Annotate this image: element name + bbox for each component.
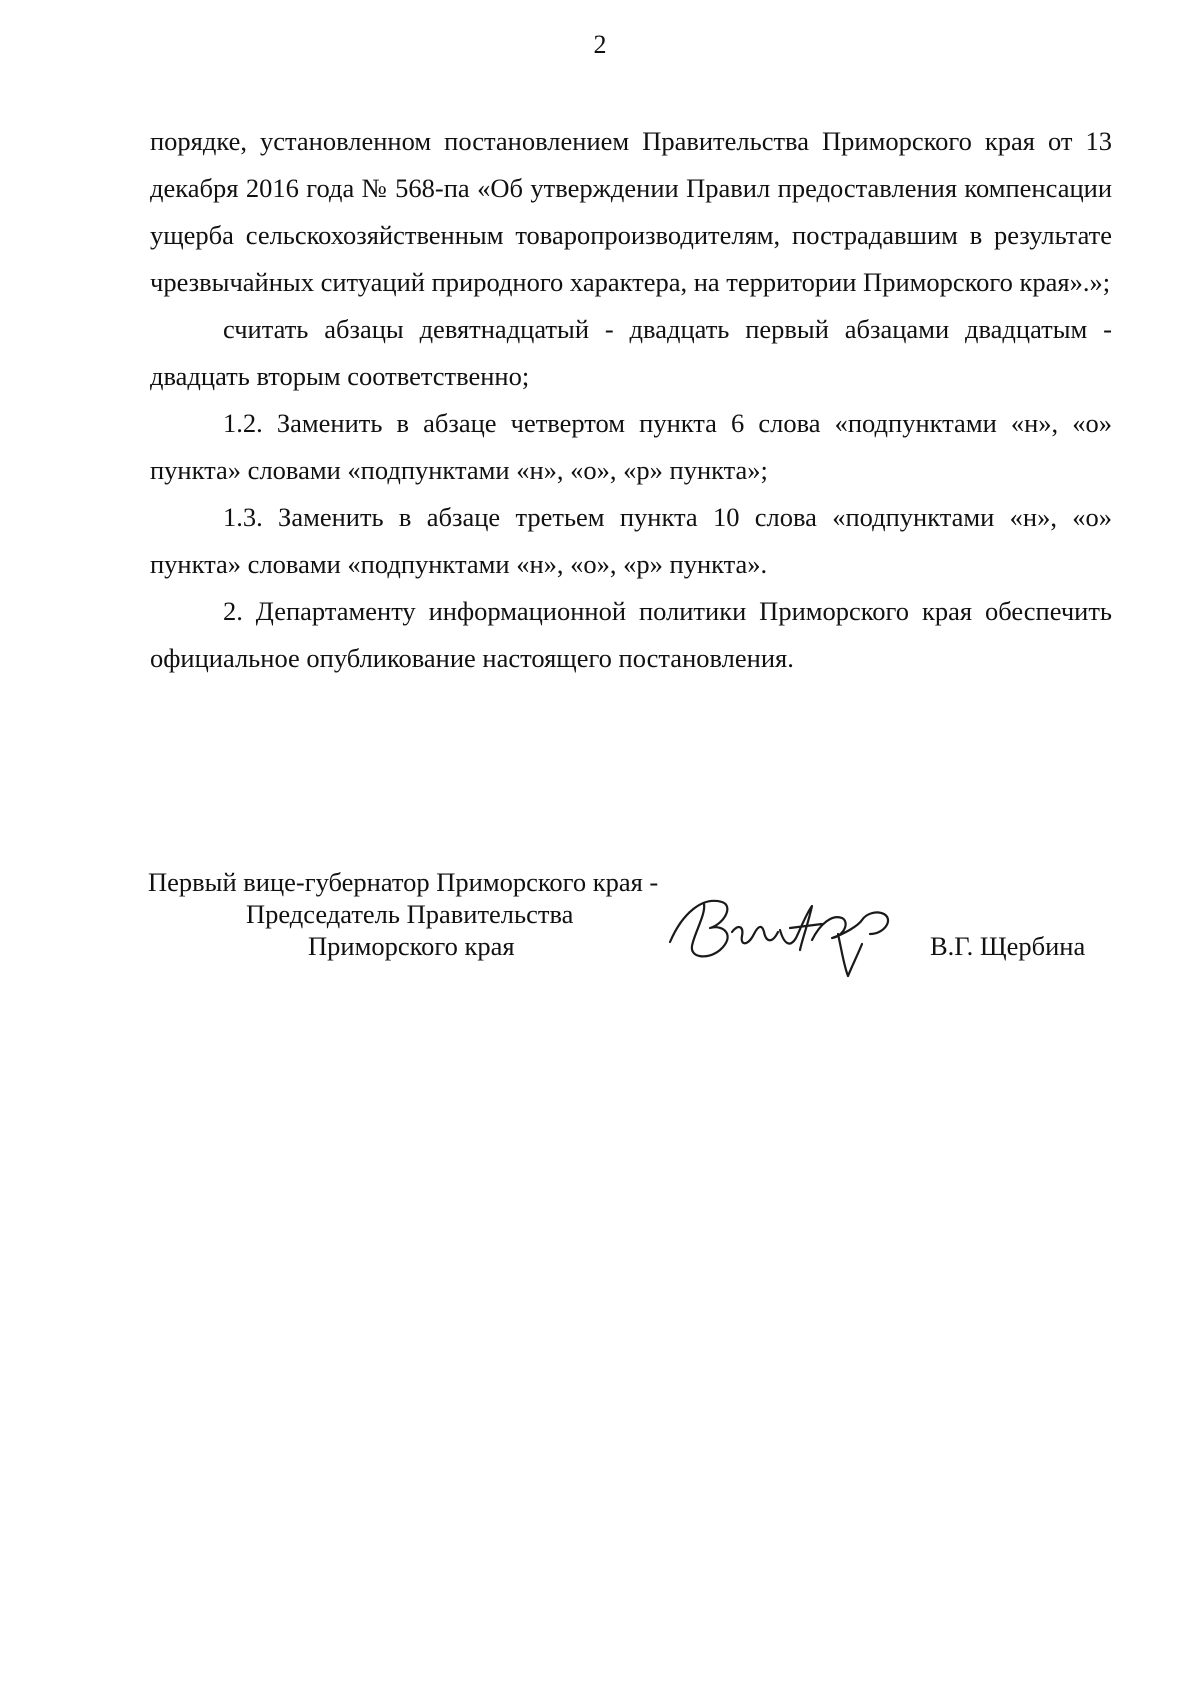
signer-name: В.Г. Щербина bbox=[930, 931, 1086, 961]
paragraph-item-1-2: 1.2. Заменить в абзаце четвертом пункта 6 слова «подпунктами «н», «о» пункта» словами «подпунктами «н», «о», «р» пункта»; bbox=[150, 408, 1112, 485]
page-number: 2 bbox=[593, 30, 607, 59]
paragraph-renumber-clause: считать абзацы девятнадцатый - двадцать первый абзацами двадцатым - двадцать вторым соответственно; bbox=[150, 314, 1112, 391]
position-line-1: Первый вице-губернатор Приморского края - bbox=[148, 867, 659, 897]
handwritten-signature bbox=[662, 884, 912, 984]
signatory-position bbox=[148, 866, 708, 962]
paragraph-continuation: порядке, установленном постановлением Правительства Приморского края от 13 декабря 2016 года № 568-па «Об утверждении Правил предоставления компенсации ущерба сельскохозяйственным товаропроизводителям, пострадавшим в результате чрезвычайных ситуаций природного характера, на территории Приморского края».»; bbox=[150, 126, 1112, 297]
position-line-3: Приморского края bbox=[308, 931, 515, 961]
position-line-2: Председатель Правительства bbox=[246, 899, 574, 929]
paragraph-item-1-3: 1.3. Заменить в абзаце третьем пункта 10 слова «подпунктами «н», «о» пункта» словами «подпунктами «н», «о», «р» пункта». bbox=[150, 502, 1112, 579]
paragraph-item-2: 2. Департаменту информационной политики Приморского края обеспечить официальное опубликование настоящего постановления. bbox=[150, 596, 1112, 673]
document-body bbox=[150, 118, 1112, 682]
